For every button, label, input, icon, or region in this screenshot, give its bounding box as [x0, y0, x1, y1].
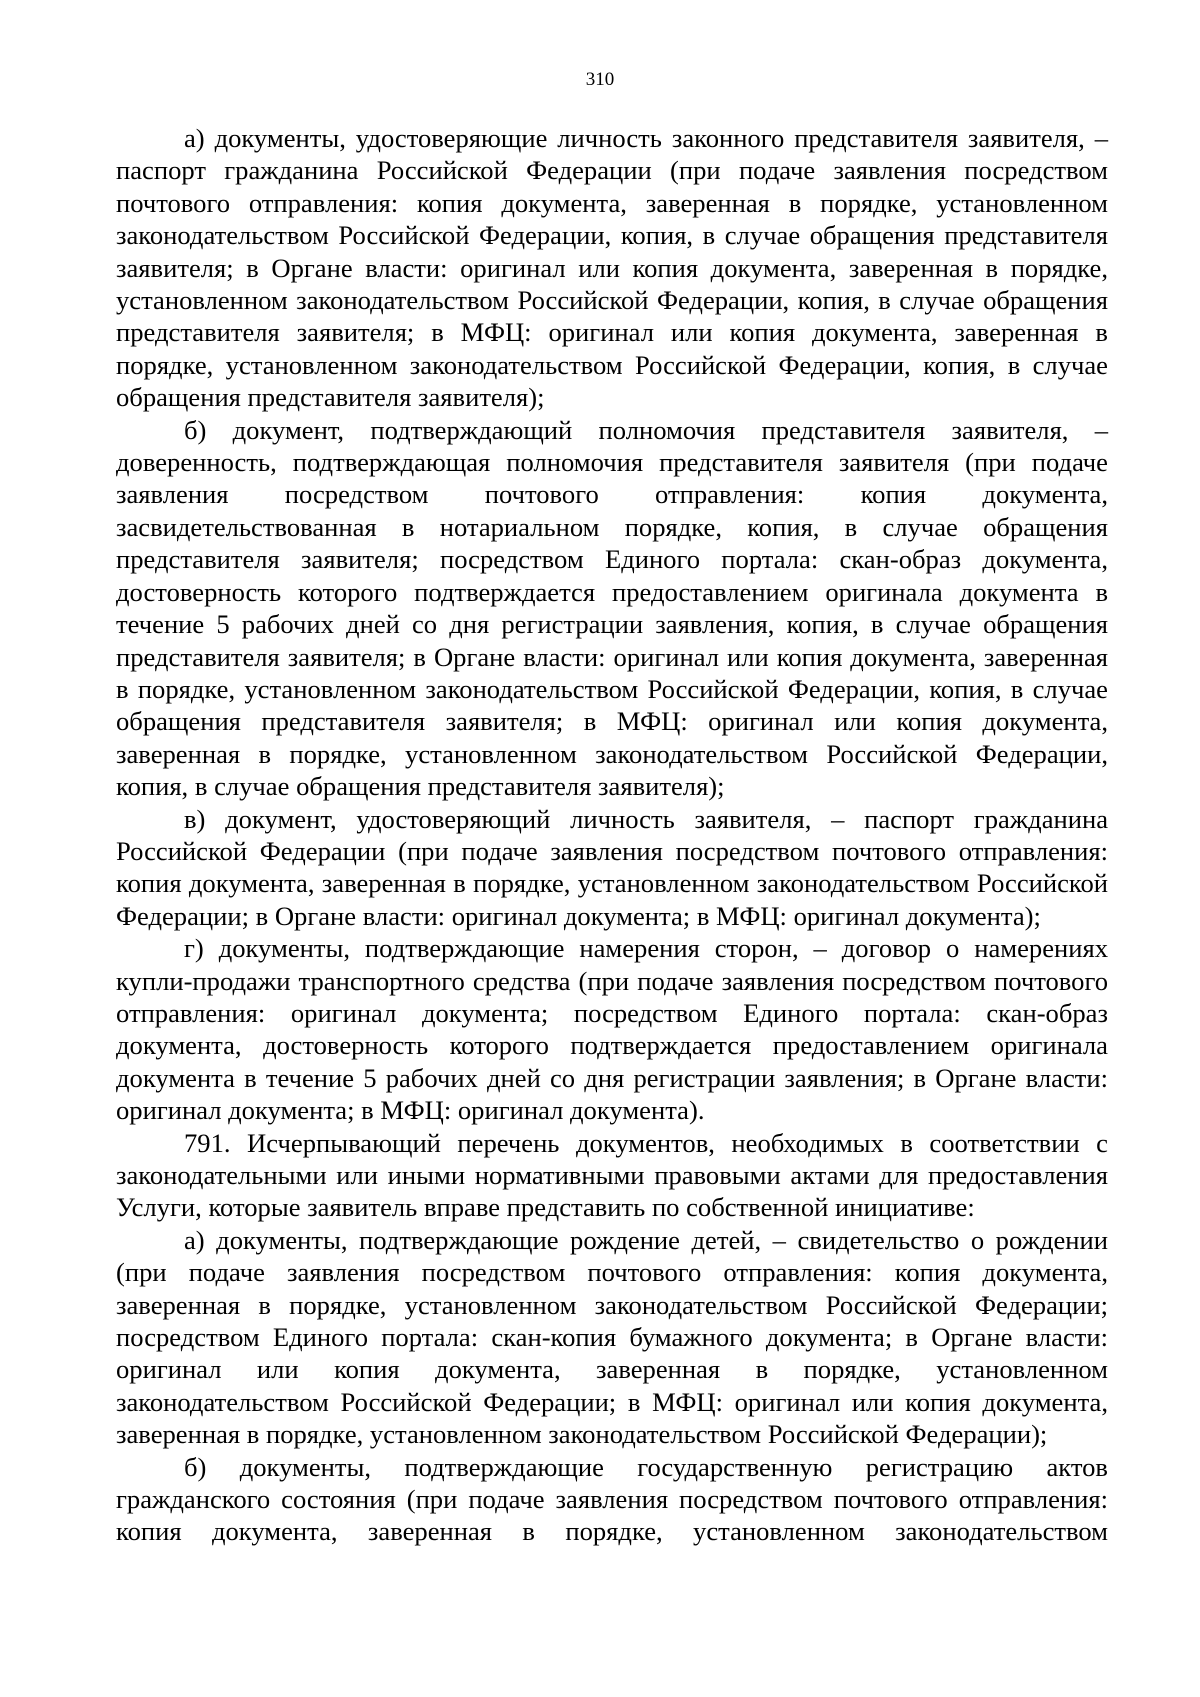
- paragraph-791-optional-documents: 791. Исчерпывающий перечень документов, необходимых в соответствии с законодательными или иными нормативными правовыми актами для предоставления Услуги, которые заявитель вправе представить по собственной инициативе:: [116, 1127, 1108, 1223]
- paragraph-v-applicant-identity: в) документ, удостоверяющий личность заявителя, – паспорт гражданина Российской Федерации (при подаче заявления посредством почтового отправления: копия документа, заверенная в порядке, установленном законодательством Российской Федерации; в Органе власти: оригинал документа; в МФЦ: оригинал документа);: [116, 803, 1108, 931]
- paragraph-b-representative-authority: б) документ, подтверждающий полномочия представителя заявителя, – доверенность, подтверждающая полномочия представителя заявителя (при подаче заявления посредством почтового отправления: копия документа, засвидетельствованная в нотариальном порядке, копия, в случае обращения представителя заявителя; посредством Единого портала: скан-образ документа, достоверность которого подтверждается предоставлением оригинала документа в течение 5 рабочих дней со дня регистрации заявления, копия, в случае обращения представителя заявителя; в Органе власти: оригинал или копия документа, заверенная в порядке, установленном законодательством Российской Федерации, копия, в случае обращения представителя заявителя; в МФЦ: оригинал или копия документа, заверенная в порядке, установленном законодательством Российской Федерации, копия, в случае обращения представителя заявителя);: [116, 414, 1108, 802]
- paragraph-b-civil-status-registration: б) документы, подтверждающие государственную регистрацию актов гражданского состояния (при подаче заявления посредством почтового отправления: копия документа, заверенная в порядке, установленном законодательством: [116, 1451, 1108, 1547]
- document-body: [116, 122, 1108, 1548]
- paragraph-a-birth-certificate: а) документы, подтверждающие рождение детей, – свидетельство о рождении (при подаче заявления посредством почтового отправления: копия документа, заверенная в порядке, установленном законодательством Российской Федерации; посредством Единого портала: скан-копия бумажного документа; в Органе власти: оригинал или копия документа, заверенная в порядке, установленном законодательством Российской Федерации; в МФЦ: оригинал или копия документа, заверенная в порядке, установленном законодательством Российской Федерации);: [116, 1224, 1108, 1450]
- page-number: 310: [585, 69, 615, 90]
- paragraph-a-legal-representative-identity: а) документы, удостоверяющие личность законного представителя заявителя, – паспорт гражданина Российской Федерации (при подаче заявления посредством почтового отправления: копия документа, заверенная в порядке, установленном законодательством Российской Федерации, копия, в случае обращения представителя заявителя; в Органе власти: оригинал или копия документа, заверенная в порядке, установленном законодательством Российской Федерации, копия, в случае обращения представителя заявителя; в МФЦ: оригинал или копия документа, заверенная в порядке, установленном законодательством Российской Федерации, копия, в случае обращения представителя заявителя);: [116, 123, 1108, 413]
- paragraph-g-parties-intentions: г) документы, подтверждающие намерения сторон, – договор о намерениях купли-продажи транспортного средства (при подаче заявления посредством почтового отправления: оригинал документа; посредством Единого портала: скан-образ документа, достоверность которого подтверждается предоставлением оригинала документа в течение 5 рабочих дней со дня регистрации заявления; в Органе власти: оригинал документа; в МФЦ: оригинал документа).: [116, 933, 1108, 1126]
